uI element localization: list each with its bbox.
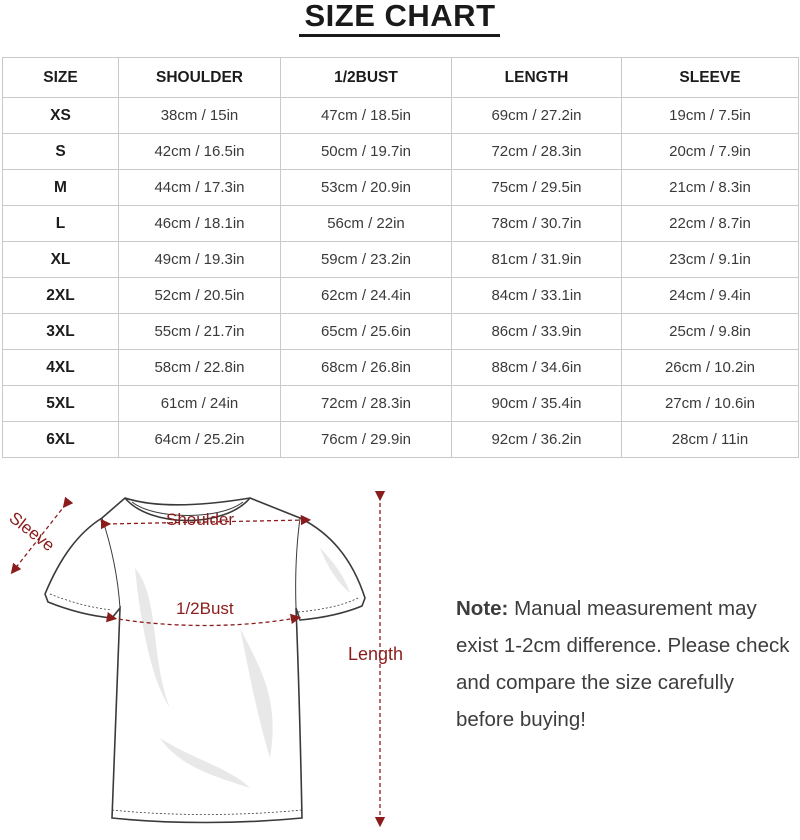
table-row [3, 422, 799, 458]
measurement-cell: 20cm / 7.9in [622, 134, 799, 170]
measurement-cell: 49cm / 19.3in [119, 242, 281, 278]
measurement-cell: 61cm / 24in [119, 386, 281, 422]
measurement-cell: 58cm / 22.8in [119, 350, 281, 386]
size-cell: 4XL [3, 350, 119, 386]
size-cell: 3XL [3, 314, 119, 350]
column-header: SIZE [3, 58, 119, 98]
size-cell: L [3, 206, 119, 242]
measurement-cell: 81cm / 31.9in [452, 242, 622, 278]
measurement-cell: 50cm / 19.7in [281, 134, 452, 170]
measurement-cell: 38cm / 15in [119, 98, 281, 134]
measurement-cell: 47cm / 18.5in [281, 98, 452, 134]
measurement-cell: 86cm / 33.9in [452, 314, 622, 350]
measurement-cell: 55cm / 21.7in [119, 314, 281, 350]
measurement-cell: 64cm / 25.2in [119, 422, 281, 458]
measurement-cell: 46cm / 18.1in [119, 206, 281, 242]
table-row [3, 386, 799, 422]
measurement-cell: 76cm / 29.9in [281, 422, 452, 458]
title-underline [299, 34, 500, 37]
table-row [3, 206, 799, 242]
tshirt-measurement-diagram [0, 478, 440, 835]
measurement-cell: 72cm / 28.3in [281, 386, 452, 422]
table-body [3, 98, 799, 458]
table-row [3, 350, 799, 386]
measurement-cell: 72cm / 28.3in [452, 134, 622, 170]
measurement-note [456, 590, 796, 738]
table-row [3, 134, 799, 170]
note-text: Manual measurement may exist 1-2cm difference. Please check and compare the size carefully before buying! [456, 597, 790, 731]
measurement-cell: 26cm / 10.2in [622, 350, 799, 386]
column-header: SLEEVE [622, 58, 799, 98]
measurement-cell: 53cm / 20.9in [281, 170, 452, 206]
measurement-cell: 22cm / 8.7in [622, 206, 799, 242]
size-cell: M [3, 170, 119, 206]
measurement-cell: 92cm / 36.2in [452, 422, 622, 458]
column-header: LENGTH [452, 58, 622, 98]
measurement-cell: 19cm / 7.5in [622, 98, 799, 134]
measurement-cell: 56cm / 22in [281, 206, 452, 242]
measurement-cell: 24cm / 9.4in [622, 278, 799, 314]
measurement-cell: 69cm / 27.2in [452, 98, 622, 134]
note-label: Note: [456, 597, 509, 620]
length-label: Length [348, 644, 404, 664]
page-title: SIZE CHART [304, 0, 496, 33]
measurement-cell: 25cm / 9.8in [622, 314, 799, 350]
measurement-cell: 75cm / 29.5in [452, 170, 622, 206]
table-row [3, 314, 799, 350]
size-cell: S [3, 134, 119, 170]
size-table [2, 57, 799, 458]
column-header: 1/2BUST [281, 58, 452, 98]
measurement-cell: 78cm / 30.7in [452, 206, 622, 242]
size-cell: 5XL [3, 386, 119, 422]
measurement-cell: 59cm / 23.2in [281, 242, 452, 278]
measurement-cell: 42cm / 16.5in [119, 134, 281, 170]
measurement-cell: 88cm / 34.6in [452, 350, 622, 386]
measurement-cell: 23cm / 9.1in [622, 242, 799, 278]
table-row [3, 278, 799, 314]
measurement-cell: 84cm / 33.1in [452, 278, 622, 314]
measurement-cell: 62cm / 24.4in [281, 278, 452, 314]
measurement-cell: 90cm / 35.4in [452, 386, 622, 422]
size-cell: 6XL [3, 422, 119, 458]
tshirt-illustration [0, 478, 440, 835]
measurement-cell: 28cm / 11in [622, 422, 799, 458]
table-header-row [3, 58, 799, 98]
measurement-cell: 44cm / 17.3in [119, 170, 281, 206]
measurement-cell: 27cm / 10.6in [622, 386, 799, 422]
table-row [3, 242, 799, 278]
bust-label: 1/2Bust [176, 599, 234, 618]
size-cell: 2XL [3, 278, 119, 314]
measurement-cell: 65cm / 25.6in [281, 314, 452, 350]
table-row [3, 98, 799, 134]
sleeve-label: Sleeve [5, 508, 59, 556]
measurement-cell: 68cm / 26.8in [281, 350, 452, 386]
measurement-cell: 52cm / 20.5in [119, 278, 281, 314]
size-cell: XS [3, 98, 119, 134]
column-header: SHOULDER [119, 58, 281, 98]
shoulder-label: Shoulder [166, 510, 235, 529]
size-cell: XL [3, 242, 119, 278]
table-row [3, 170, 799, 206]
tshirt-icon [45, 498, 365, 823]
measurement-cell: 21cm / 8.3in [622, 170, 799, 206]
